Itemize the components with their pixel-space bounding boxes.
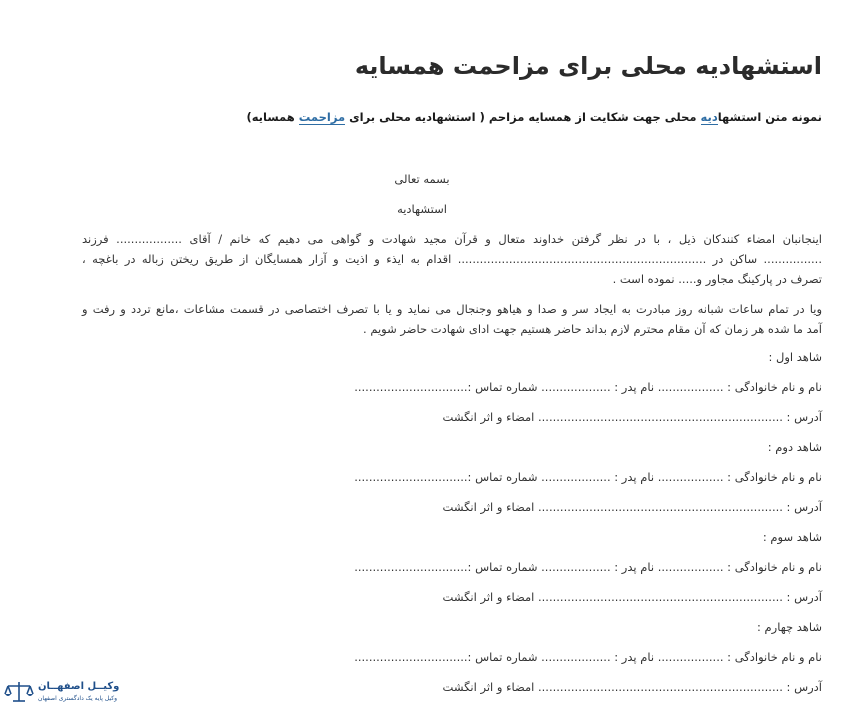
subtitle-text-middle: محلی جهت شکایت از همسایه مزاحم ( استشهادیه محلی برای (345, 110, 701, 124)
witness-2-name-line: نام و نام خانوادگی : .................. نام پدر : ................... شماره تماس :............................... (354, 470, 822, 484)
witness-2-address-line: آدرس : ................................................................... امضاء و اثر انگشت (442, 500, 822, 514)
subtitle-link-1[interactable]: دیه (700, 110, 718, 124)
witness-4-label: شاهد چهارم : (756, 620, 822, 634)
logo-name: وکیــل اصفهــان (38, 681, 120, 692)
document-subtitle (246, 110, 822, 124)
scales-of-justice-icon (4, 680, 34, 704)
subtitle-text-start: نمونه متن استشها (717, 110, 822, 124)
page-title: استشهادیه محلی برای مزاحمت همسایه (354, 52, 822, 80)
site-logo[interactable] (4, 676, 124, 706)
witness-4-name-line: نام و نام خانوادگی : .................. نام پدر : ................... شماره تماس :............................... (354, 650, 822, 664)
body-line: ................ ساکن در .................................................................... اقدام به ایذء و اذیت و آزار همسایگان از طریق ریختن زباله در باغچه ، (82, 252, 822, 266)
witness-1-label: شاهد اول : (768, 350, 822, 364)
witness-2-label: شاهد دوم : (767, 440, 822, 454)
body-line: آمد ما شده هر زمان که آن مقام محترم لازم بداند حاضر هستیم جهت ادای شهادت حاضر شویم . (363, 322, 822, 336)
body-line: تصرف در پارکینگ مجاور و..... نموده است . (612, 272, 822, 286)
body-line: ویا در تمام ساعات شبانه روز مبادرت به ایجاد سر و صدا و هیاهو وجنجال می نماید و یا با تصرف اختصاصی در قسمت مشاعات ،مانع تردد و رفت و (82, 302, 822, 316)
body-line: اینجانبان امضاء کنندکان ذیل ، با در نظر گرفتن خداوند متعال و قرآن مجید شهادت و گواهی می دهیم که خانم / آقای .................. فرزند (82, 232, 822, 246)
subtitle-link-2[interactable]: مزاحمت (298, 110, 346, 124)
witness-1-name-line: نام و نام خانوادگی : .................. نام پدر : ................... شماره تماس :............................... (354, 380, 822, 394)
witness-1-address-line: آدرس : ................................................................... امضاء و اثر انگشت (442, 410, 822, 424)
witness-3-label: شاهد سوم : (762, 530, 822, 544)
subtitle-text-end: همسایه) (246, 110, 299, 124)
witness-4-address-line: آدرس : ................................................................... امضاء و اثر انگشت (442, 680, 822, 694)
witness-3-address-line: آدرس : ................................................................... امضاء و اثر انگشت (442, 590, 822, 604)
basmala: بسمه تعالی (394, 172, 450, 186)
document-heading: استشهادیه (397, 202, 447, 216)
witness-3-name-line: نام و نام خانوادگی : .................. نام پدر : ................... شماره تماس :............................... (354, 560, 822, 574)
logo-tagline: وکیل پایه یک دادگستری اصفهان (38, 695, 117, 702)
